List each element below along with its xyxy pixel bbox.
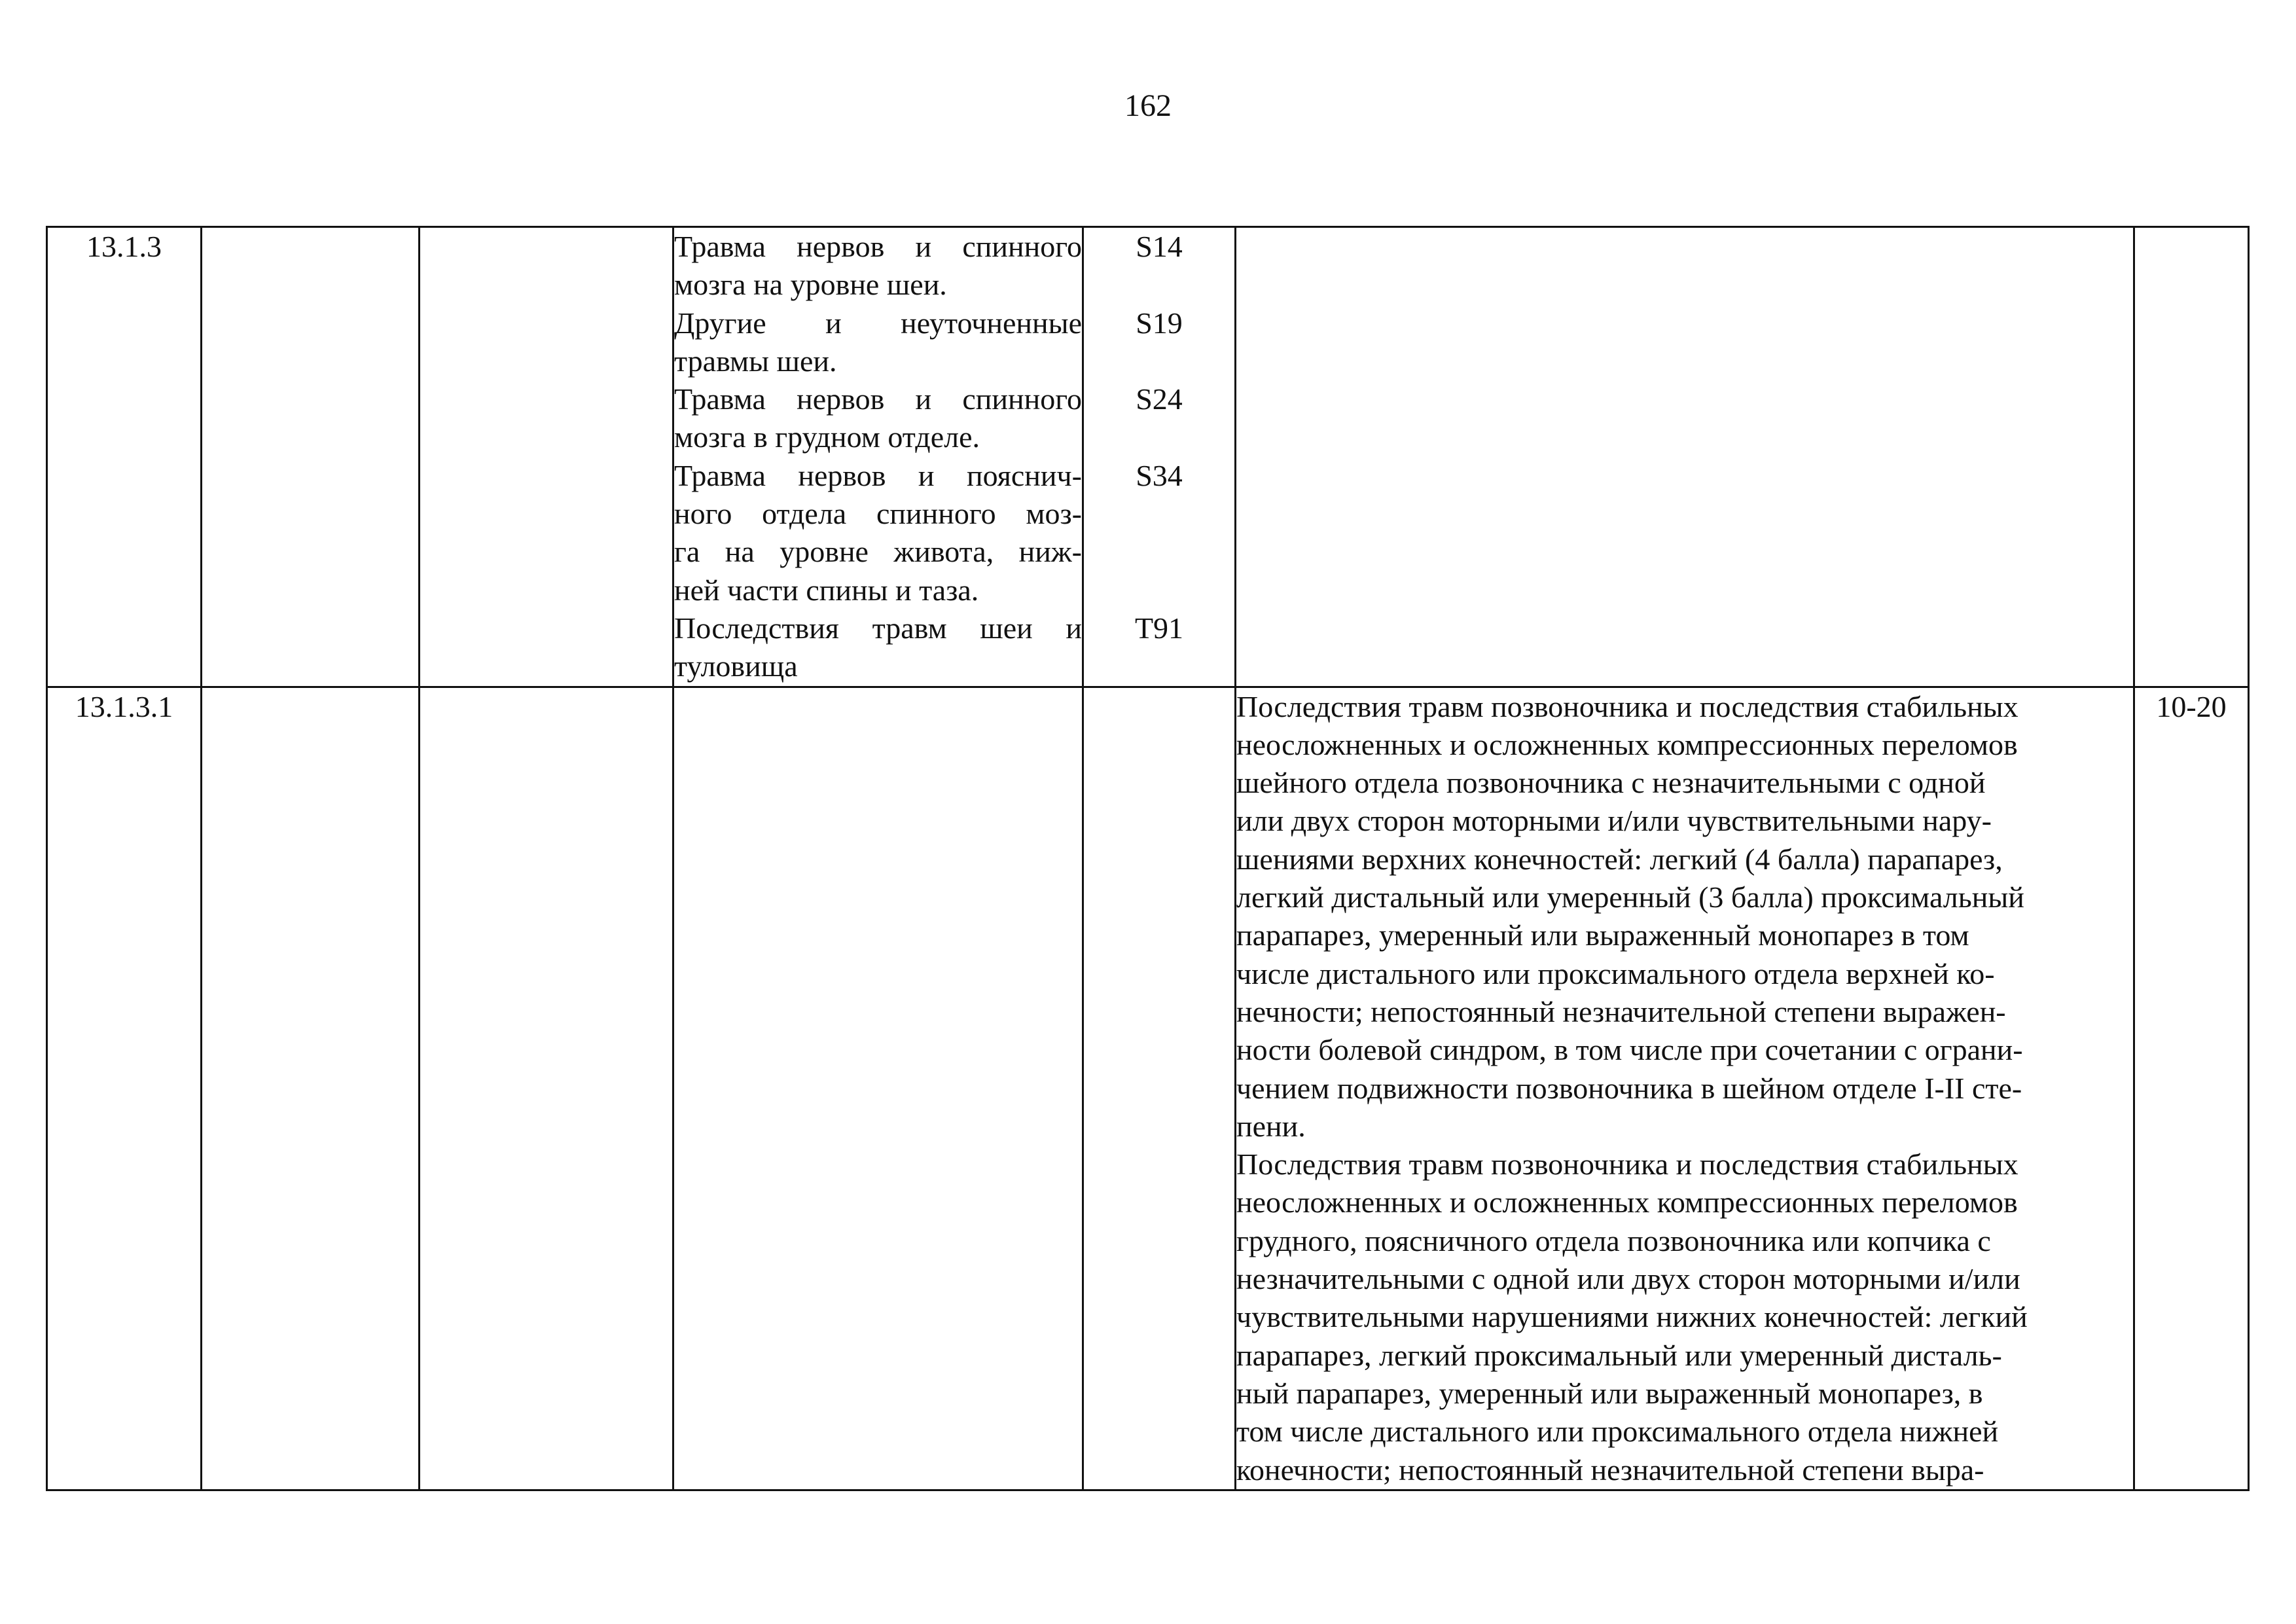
diagnosis-item xyxy=(674,609,1082,686)
table-row xyxy=(47,687,2249,1490)
diagnosis-line: мозга в грудном отделе. xyxy=(674,420,980,454)
icd-code: S24 xyxy=(1136,382,1183,416)
diagnosis-line: га на уровне живота, ниж- xyxy=(674,535,1082,569)
description-line: конечности; непостоянный незначительной степени выра- xyxy=(1236,1453,1984,1487)
description-line: легкий дистальный или умеренный (3 балла) проксимальный xyxy=(1236,880,2024,914)
description-line: ности болевой синдром, в том числе при сочетании с ограни- xyxy=(1236,1033,2023,1067)
description-cell xyxy=(1236,227,2134,687)
diagnosis-line: мозга на уровне шеи. xyxy=(674,268,947,302)
table-row xyxy=(47,227,2249,687)
description-line: незначительными с одной или двух сторон моторными и/или xyxy=(1236,1262,2020,1296)
description-line: Последствия травм позвоночника и последствия стабильных xyxy=(1236,1147,2018,1182)
description-line: неосложненных и осложненных компрессионных переломов xyxy=(1236,727,2018,761)
diagnosis-cell xyxy=(673,227,1083,687)
description-line: пени. xyxy=(1236,1109,1306,1143)
diagnosis-line: Травма нервов и спинного xyxy=(674,382,1082,416)
diagnosis-line: Травма нервов и пояснич- xyxy=(674,458,1082,492)
section-number-cell: 13.1.3.1 xyxy=(47,687,202,1490)
description-line: том числе дистального или проксимального отдела нижней xyxy=(1236,1415,1999,1449)
icd-code: T91 xyxy=(1134,611,1184,645)
diagnosis-line: Последствия травм шеи и xyxy=(674,611,1082,645)
diagnosis-cell xyxy=(673,687,1083,1490)
description-line: или двух сторон моторными и/или чувствительными нару- xyxy=(1236,804,1992,838)
icd-code: S14 xyxy=(1136,230,1183,263)
icd-code-cell xyxy=(1083,227,1236,687)
description-line: нечности; непостоянный незначительной степени выражен- xyxy=(1236,994,2006,1028)
description-line: парапарез, умеренный или выраженный монопарез в том xyxy=(1236,918,1969,952)
empty-cell xyxy=(420,687,673,1490)
empty-cell xyxy=(420,227,673,687)
percent-cell: 10-20 xyxy=(2134,687,2249,1490)
description-line: Последствия травм позвоночника и последствия стабильных xyxy=(1236,689,2018,723)
diagnosis-line: Травма нервов и спинного xyxy=(674,230,1082,263)
description-line: шениями верхних конечностей: легкий (4 балла) парапарез, xyxy=(1236,842,2003,876)
empty-cell xyxy=(202,227,420,687)
diagnosis-item xyxy=(674,228,1082,304)
diagnosis-item xyxy=(674,457,1082,609)
icd-code: S34 xyxy=(1136,458,1183,492)
page-number: 162 xyxy=(1124,88,1172,123)
description-line: ный парапарез, умеренный или выраженный монопарез, в xyxy=(1236,1376,1983,1410)
disability-criteria-table xyxy=(46,226,2250,1491)
empty-cell xyxy=(202,687,420,1490)
description-line: грудного, поясничного отдела позвоночника или копчика с xyxy=(1236,1223,1991,1257)
diagnosis-line: Другие и неуточненные xyxy=(674,306,1082,340)
diagnosis-item xyxy=(674,304,1082,381)
description-line: числе дистального или проксимального отдела верхней ко- xyxy=(1236,956,1995,990)
description-line: шейного отдела позвоночника с незначительными с одной xyxy=(1236,766,1986,800)
diagnosis-line: туловища xyxy=(674,649,798,683)
description-line: чувствительными нарушениями нижних конечностей: легкий xyxy=(1236,1300,2028,1334)
diagnosis-line: ного отдела спинного моз- xyxy=(674,497,1082,531)
diagnosis-item xyxy=(674,380,1082,457)
description-cell xyxy=(1236,687,2134,1490)
icd-code: S19 xyxy=(1136,306,1183,340)
description-line: чением подвижности позвоночника в шейном отделе I-II сте- xyxy=(1236,1071,2022,1105)
section-number-cell: 13.1.3 xyxy=(47,227,202,687)
description-line: парапарез, легкий проксимальный или умеренный дисталь- xyxy=(1236,1338,2002,1372)
percent-cell xyxy=(2134,227,2249,687)
icd-code-cell xyxy=(1083,687,1236,1490)
diagnosis-line: травмы шеи. xyxy=(674,344,837,378)
description-line: неосложненных и осложненных компрессионных переломов xyxy=(1236,1185,2018,1219)
diagnosis-line: ней части спины и таза. xyxy=(674,573,979,607)
